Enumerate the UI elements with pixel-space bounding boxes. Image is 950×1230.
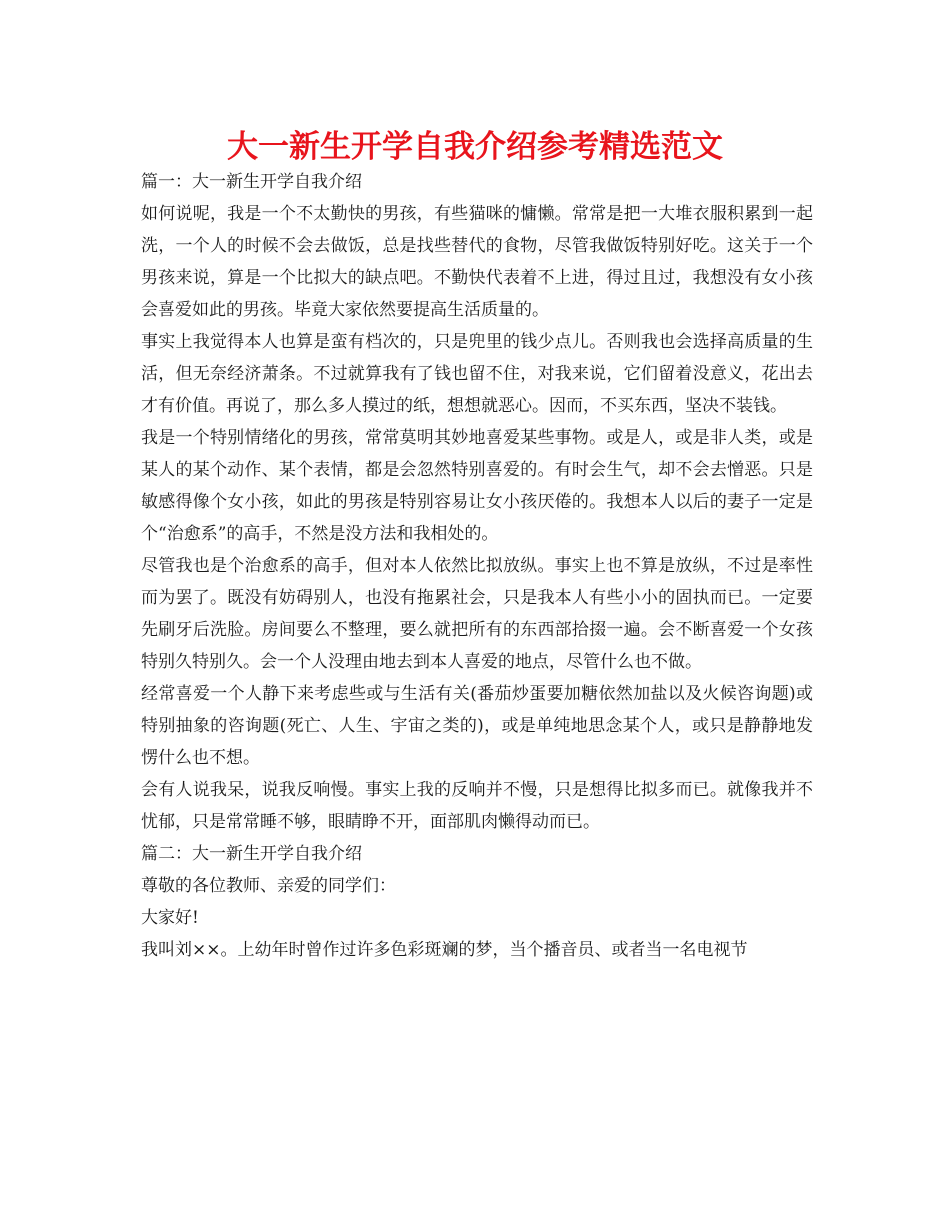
body-paragraph: 如何说呢，我是一个不太勤快的男孩，有些猫咪的慵懒。常常是把一大堆衣服积累到一起洗，一个人的时候不会去做饭，总是找些替代的食物，尽管我做饭特别好吃。这关于一个男孩来说，算是一个比拟大的缺点吧。不勤快代表着不上进，得过且过，我想没有女小孩会喜爱如此的男孩。毕竟大家依然要提高生活质量的。 [141, 204, 813, 320]
body-paragraph: 我叫刘××。上幼年时曾作过许多色彩斑斓的梦，当个播音员、或者当一名电视节 [141, 940, 748, 960]
greeting: 大家好! [141, 908, 199, 928]
document-title: 大一新生开学自我介绍参考精选范文 [227, 129, 723, 165]
body-paragraph: 事实上我觉得本人也算是蛮有档次的，只是兜里的钱少点儿。否则我也会选择高质量的生活，但无奈经济萧条。不过就算我有了钱也留不住，对我来说，它们留着没意义，花出去才有价值。再说了，那么多人摸过的纸，想想就恶心。因而，不买东西，坚决不装钱。 [141, 332, 813, 416]
salutation: 尊敬的各位教师、亲爱的同学们： [141, 876, 396, 896]
body-paragraph: 会有人说我呆，说我反响慢。事实上我的反响并不慢，只是想得比拟多而已。就像我并不忧郁，只是常常睡不够，眼睛睁不开，面部肌肉懒得动而已。 [141, 780, 813, 832]
section-heading-1: 篇一：大一新生开学自我介绍 [141, 172, 362, 192]
body-paragraph: 尽管我也是个治愈系的高手，但对本人依然比拟放纵。事实上也不算是放纵，不过是率性而为罢了。既没有妨碍别人，也没有拖累社会，只是我本人有些小小的固执而已。一定要先刷牙后洗脸。房间要么不整理，要么就把所有的东西部拾掇一遍。会不断喜爱一个女孩特别久特别久。会一个人没理由地去到本人喜爱的地点，尽管什么也不做。 [141, 556, 813, 672]
body-paragraph: 我是一个特别情绪化的男孩，常常莫明其妙地喜爱某些事物。或是人，或是非人类，或是某人的某个动作、某个表情，都是会忽然特别喜爱的。有时会生气，却不会去憎恶。只是敏感得像个女小孩，如此的男孩是特别容易让女小孩厌倦的。我想本人以后的妻子一定是个“治愈系”的高手，不然是没方法和我相处的。 [141, 428, 813, 544]
body-paragraph: 经常喜爱一个人静下来考虑些或与生活有关(番茄炒蛋要加糖依然加盐以及火候咨询题)或特别抽象的咨询题(死亡、人生、宇宙之类的)，或是单纯地思念某个人，或只是静静地发愣什么也不想。 [141, 684, 813, 768]
section-heading-2: 篇二：大一新生开学自我介绍 [141, 844, 362, 864]
document-body [141, 166, 813, 966]
